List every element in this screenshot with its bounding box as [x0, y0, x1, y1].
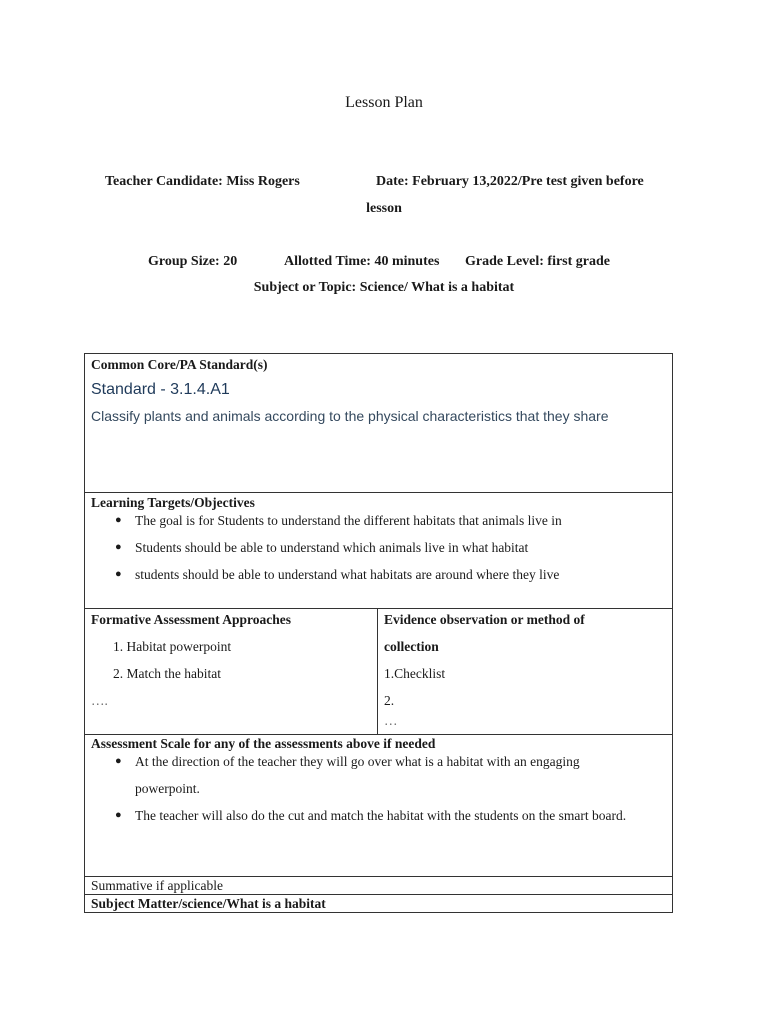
objectives-row: [85, 493, 673, 609]
list-item: ● students should be able to understand what habitats are around where they live: [115, 561, 666, 588]
formative-heading: Formative Assessment Approaches: [91, 612, 291, 627]
evidence-heading: Evidence observation or method of: [384, 612, 585, 627]
subject-matter-row: [85, 895, 673, 913]
standards-row: [85, 354, 673, 493]
scale-heading: Assessment Scale for any of the assessments above if needed: [91, 736, 436, 751]
formative-trailing: ….: [91, 693, 108, 708]
lesson-plan-table: [84, 353, 673, 913]
assessment-row: [85, 609, 673, 735]
summative-cell: Summative if applicable: [85, 877, 673, 895]
list-item: ● The teacher will also do the cut and match the habitat with the students on the smart board.: [115, 802, 646, 829]
evidence-cell: [378, 609, 673, 735]
scale-list: [91, 748, 666, 829]
group-size: Group Size: 20: [148, 254, 238, 269]
objectives-cell: [85, 493, 673, 609]
evidence-item: …: [384, 713, 398, 728]
allotted-time: Allotted Time: 40 minutes: [284, 254, 440, 269]
date-line-continued: lesson: [366, 201, 402, 216]
evidence-item: 2.: [384, 693, 395, 708]
evidence-heading-continued: collection: [384, 639, 439, 654]
formative-list: [91, 633, 371, 687]
list-item: ● At the direction of the teacher they will go over what is a habitat with an engaging powerpoint.: [115, 748, 646, 802]
summative-row: [85, 877, 673, 895]
page-title: Lesson Plan: [345, 94, 423, 111]
subject-matter-cell: Subject Matter/science/What is a habitat: [85, 895, 673, 913]
list-item: 1. Habitat powerpoint: [113, 639, 232, 654]
evidence-item: 1.Checklist: [384, 666, 446, 681]
teacher-candidate: Teacher Candidate: Miss Rogers: [105, 174, 300, 189]
standards-heading: Common Core/PA Standard(s): [91, 357, 268, 372]
scale-row: [85, 735, 673, 877]
objectives-heading: Learning Targets/Objectives: [91, 495, 255, 510]
list-item: ● Students should be able to understand which animals live in what habitat: [115, 534, 666, 561]
list-item: 2. Match the habitat: [113, 666, 221, 681]
formative-cell: [85, 609, 378, 735]
standard-description: Classify plants and animals according to the physical characteristics that they share: [91, 408, 609, 424]
objectives-list: [91, 507, 666, 588]
standards-cell: [85, 354, 673, 493]
list-item: ● The goal is for Students to understand the different habitats that animals live in: [115, 507, 666, 534]
subject-topic: Subject or Topic: Science/ What is a habitat: [253, 280, 515, 295]
date-line: Date: February 13,2022/Pre test given before: [376, 174, 644, 189]
standard-code: Standard - 3.1.4.A1: [91, 381, 230, 398]
scale-cell: [85, 735, 673, 877]
grade-level: Grade Level: first grade: [465, 254, 611, 269]
